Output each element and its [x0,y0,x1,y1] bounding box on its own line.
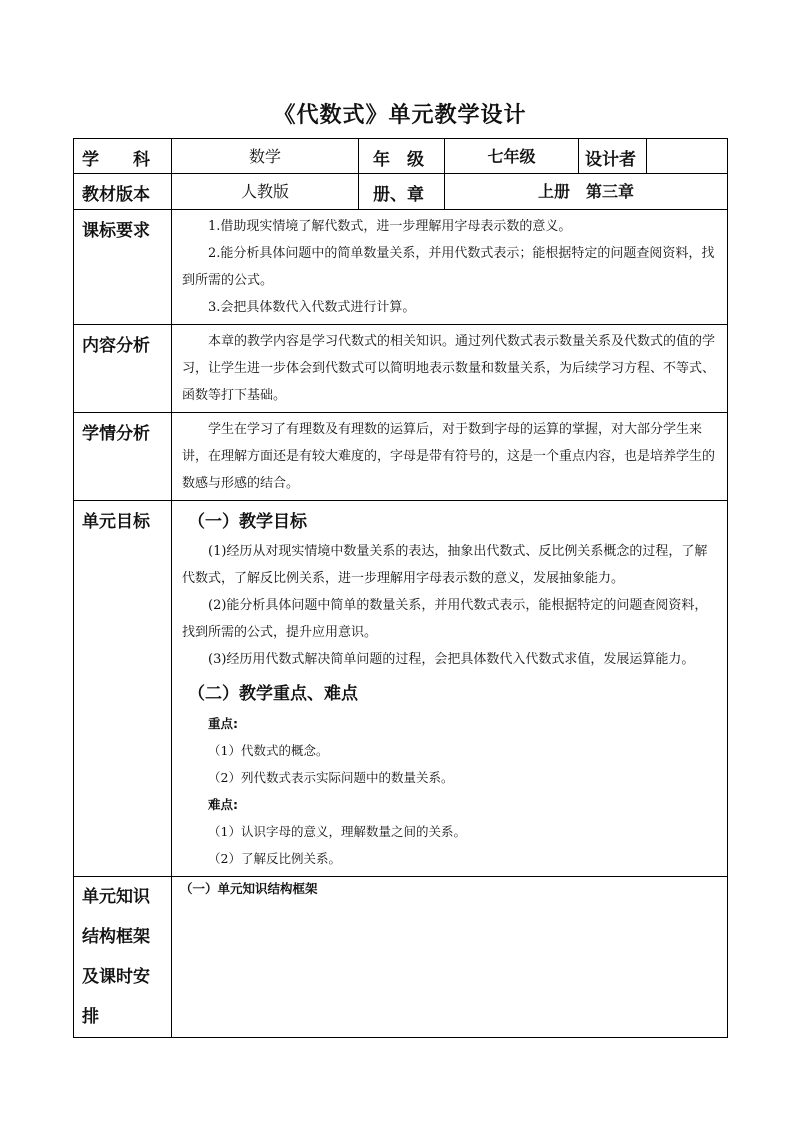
content-analysis-text-cell [172,325,728,413]
textbook-value: 人教版 [172,174,359,210]
subject-value: 数学 [172,139,359,174]
difficult-point-item: （2）了解反比例关系。 [208,851,341,866]
goals-list [182,538,719,673]
learner-analysis-text-cell [172,413,728,501]
learner-analysis-text: 学生在学习了有理数及有理数的运算后，对于数到字母的运算的掌握，对大部分学生来讲，在理解方面还是有较大难度的，字母是带有符号的，这是一个重点内容，也是培养学生的数感与形感的结合。 [182,422,716,491]
key-point-item: （1）代数式的概念。 [208,743,329,758]
objectives-content [172,501,728,877]
document-title: 《代数式》单元教学设计 [273,103,527,128]
goal-item: (1)经历从对现实情境中数量关系的表达，抽象出代数式、反比例关系概念的过程，了解代数式，了解反比例关系，进一步理解用字母表示数的意义，发展抽象能力。 [182,544,708,586]
structure-label [74,877,172,1038]
learner-analysis-label: 学情分析 [74,413,172,501]
volume-value: 上册 第三章 [445,174,728,210]
structure-content [172,877,728,1038]
designer-label: 设计者 [579,139,647,174]
difficult-points-label: 难点: [208,797,238,812]
goal-item: (2)能分析具体问题中简单的数量关系，并用代数式表示，能根据特定的问题查阅资料，找到所需的公式，提升应用意识。 [182,598,708,640]
goal-item: (3)经历用代数式解决简单问题的过程，会把具体数代入代数式求值，发展运算能力。 [208,652,695,667]
content-analysis-text: 本章的教学内容是学习代数式的相关知识。通过列代数式表示数量关系及代数式的值的学习，让学生进一步体会到代数式可以简明地表示数量和数量关系，为后续学习方程、不等式、函数等打下基础。 [182,334,716,403]
curriculum-label: 课标要求 [74,210,172,325]
objectives-label: 单元目标 [74,501,172,877]
grade-value: 七年级 [445,139,579,174]
key-points-label: 重点: [208,716,238,731]
textbook-label: 教材版本 [74,174,172,210]
curriculum-item: 3.会把具体数代入代数式进行计算。 [208,300,416,315]
structure-label-line: 排 [82,1007,99,1027]
key-point-item: （2）列代数式表示实际问题中的数量关系。 [208,770,454,785]
teaching-goals-heading: （一）教学目标 [188,512,307,532]
subject-label: 学 科 [74,139,172,174]
designer-value [647,139,728,174]
grade-label: 年 级 [359,139,445,174]
curriculum-item: 1.借助现实情境了解代数式，进一步理解用字母表示数的意义。 [208,219,572,234]
structure-label-line: 单元知识 [82,887,150,907]
design-table [73,138,728,1038]
curriculum-content [172,210,728,325]
volume-label: 册、章 [359,174,445,210]
structure-label-line: 结构框架 [82,927,150,947]
key-difficult-heading: （二）教学重点、难点 [188,684,358,704]
curriculum-item: 2.能分析具体问题中的简单数量关系，并用代数式表示；能根据特定的问题查阅资料，找到所需的公式。 [182,246,715,288]
structure-label-line: 及课时安 [82,967,150,987]
difficult-point-item: （1）认识字母的意义，理解数量之间的关系。 [208,824,466,839]
content-analysis-label: 内容分析 [74,325,172,413]
structure-heading: （一）单元知识结构框架 [180,881,318,896]
